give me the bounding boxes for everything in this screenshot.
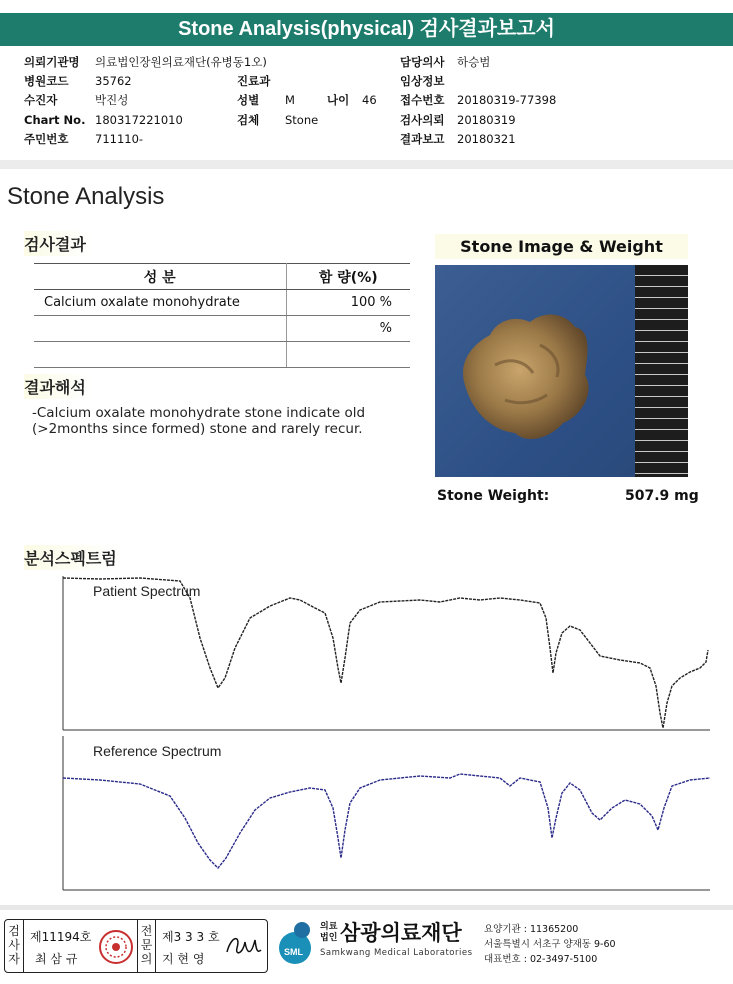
- chart-value: 180317221010: [95, 113, 183, 127]
- spectrum-heading: 분석스펙트럼: [24, 545, 123, 570]
- sex-label: 성별: [237, 93, 260, 107]
- hospital-code-value: 35762: [95, 74, 132, 88]
- specialist-license: 제3 3 3 호: [162, 930, 220, 944]
- org-phone: 대표번호 : 02-3497-5100: [484, 954, 598, 965]
- hospital-code-label: 병원코드: [24, 74, 69, 88]
- doctor-value: 하승범: [457, 55, 491, 69]
- spectrum-plots: [0, 568, 733, 910]
- stone-photo: [435, 265, 688, 477]
- doctor-label: 담당의사: [400, 55, 445, 69]
- amount-cell: 100 %: [286, 290, 410, 316]
- age-label: 나이: [327, 93, 350, 107]
- age-value: 46: [362, 93, 377, 107]
- footer-divider: [0, 905, 733, 910]
- amount-header: 함 량(%): [286, 264, 410, 290]
- results-table: [34, 263, 410, 368]
- component-header: 성 분: [34, 264, 286, 290]
- reference-spectrum-label: Reference Spectrum: [93, 743, 222, 759]
- weight-label: Stone Weight:: [437, 488, 550, 504]
- analysis-heading: Stone Analysis: [7, 183, 165, 210]
- component-cell: [34, 316, 286, 342]
- sex-value: M: [285, 93, 295, 107]
- component-cell: Calcium oxalate monohydrate: [34, 290, 286, 316]
- clinical-label: 임상정보: [400, 74, 445, 88]
- specialist-name: 지 현 영: [162, 952, 205, 966]
- table-header-row: [34, 264, 410, 290]
- org-code: 요양기관 : 11365200: [484, 924, 579, 935]
- amount-cell: %: [286, 316, 410, 342]
- specimen-label: 검체: [237, 113, 260, 127]
- report-title: Stone Analysis(physical) 검사결과보고서: [0, 13, 733, 46]
- org-name: 삼광의료재단: [340, 921, 462, 945]
- interp-heading: 결과해석: [24, 374, 92, 399]
- interpretation-text: [32, 405, 365, 437]
- examiner-seal: [97, 928, 135, 966]
- reference-spectrum-line: [63, 774, 710, 868]
- examiner-license: 제11194호: [30, 930, 92, 944]
- patient-spectrum-label: Patient Spectrum: [93, 583, 201, 599]
- result-date-label: 결과보고: [400, 132, 445, 146]
- chart-label: Chart No.: [24, 113, 86, 127]
- examiner-vertical-label: 검사자: [5, 920, 24, 972]
- spectrum-panel: [0, 568, 733, 910]
- specimen-value: Stone: [285, 113, 319, 127]
- dept-label: 진료과: [237, 74, 271, 88]
- table-row: [34, 342, 410, 368]
- org-type-top: 의료: [320, 922, 338, 932]
- request-label: 검사의뢰: [400, 113, 445, 127]
- org-address: 서울특별시 서초구 양재동 9-60: [484, 939, 616, 950]
- table-row: [34, 316, 410, 342]
- collector-value: 박진성: [95, 93, 129, 107]
- specialist-vertical-label: 전문의: [137, 920, 156, 972]
- logo-abbr: SML: [284, 947, 303, 957]
- org-english: Samkwang Medical Laboratories: [320, 948, 473, 958]
- section-divider: [0, 160, 733, 169]
- collector-label: 수진자: [24, 93, 58, 107]
- amount-cell: [286, 342, 410, 368]
- measurement-ruler: [635, 265, 688, 477]
- org-contact: [484, 922, 616, 967]
- stone-image-title: Stone Image & Weight: [435, 234, 688, 259]
- org-type: [320, 922, 337, 944]
- stone-shape: [435, 265, 635, 477]
- specialist-signature: [223, 928, 263, 964]
- signature-box: [4, 919, 268, 973]
- table-row: [34, 290, 410, 316]
- interpretation-line: -Calcium oxalate monohydrate stone indicate old: [32, 405, 366, 421]
- request-value: 20180319: [457, 113, 516, 127]
- receipt-value: 20180319-77398: [457, 93, 557, 107]
- interpretation-line: (>2months since formed) stone and rarely recur.: [32, 421, 363, 437]
- weight-value: 507.9 mg: [625, 488, 699, 504]
- id-label: 주민번호: [24, 132, 69, 146]
- examiner-name: 최 삼 규: [35, 952, 78, 966]
- results-heading: 검사결과: [24, 231, 92, 256]
- institution-value: 의료법인장원의료재단(유병동1오): [95, 55, 267, 69]
- id-value: 711110-: [95, 132, 144, 146]
- sml-logo-icon: [272, 918, 318, 970]
- patient-spectrum-line: [63, 578, 708, 728]
- org-type-bottom: 법인: [320, 933, 338, 943]
- receipt-label: 접수번호: [400, 93, 445, 107]
- component-cell: [34, 342, 286, 368]
- institution-label: 의뢰기관명: [24, 55, 80, 69]
- result-date-value: 20180321: [457, 132, 516, 146]
